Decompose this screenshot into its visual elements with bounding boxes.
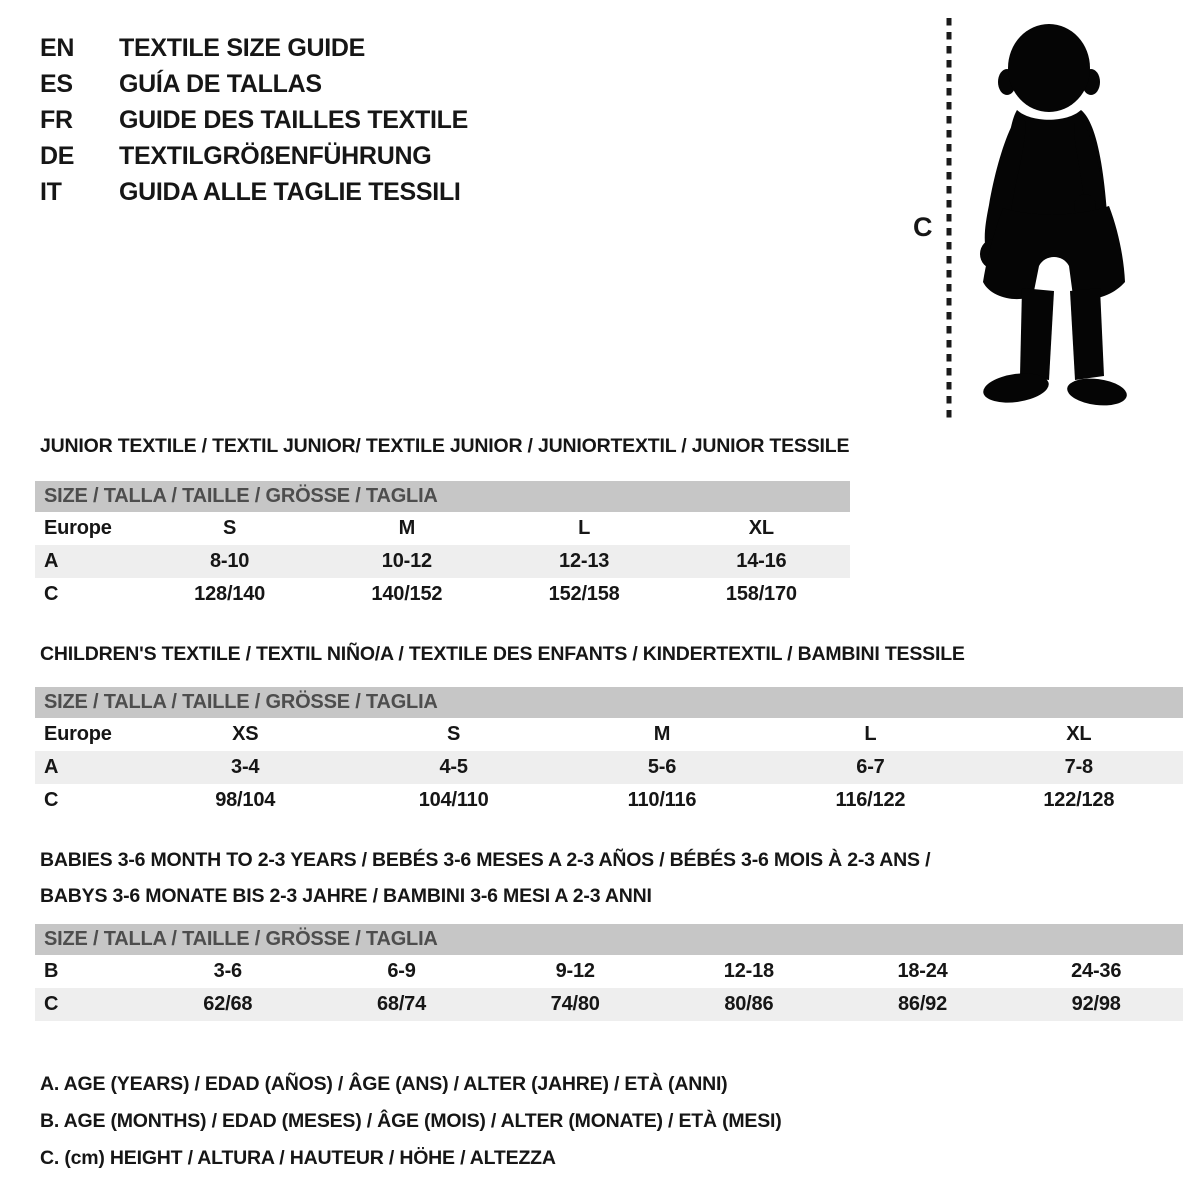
size-value: 14-16 — [736, 550, 787, 572]
height-measure-figure — [903, 16, 1155, 422]
size-value: 4-5 — [439, 756, 468, 778]
size-value: XS — [232, 723, 259, 745]
row-label: A — [44, 756, 59, 778]
section-title-line1: BABIES 3-6 MONTH TO 2-3 YEARS / BEBÉS 3-6 MESES A 2-3 AÑOS / BÉBÉS 3-6 MOIS À 2-3 ANS / — [40, 849, 931, 871]
size-value: 110/116 — [627, 789, 697, 811]
size-value: 3-6 — [213, 960, 242, 982]
size-value: 7-8 — [1064, 756, 1093, 778]
children-size-table — [35, 687, 1183, 817]
size-value: S — [223, 517, 237, 539]
size-value: 140/152 — [371, 583, 443, 605]
row-label: Europe — [44, 517, 112, 539]
language-code: DE — [40, 142, 75, 170]
size-value: 122/128 — [1043, 789, 1115, 811]
row-label: Europe — [44, 723, 112, 745]
table-row-c — [35, 988, 1183, 1021]
size-value: 68/74 — [376, 993, 427, 1015]
section-title-line2: BABYS 3-6 MONATE BIS 2-3 JAHRE / BAMBINI 3-6 MESI A 2-3 ANNI — [40, 885, 652, 907]
language-code: IT — [40, 178, 62, 206]
language-row-es — [40, 66, 468, 102]
size-value: 158/170 — [725, 583, 797, 605]
language-code: FR — [40, 106, 73, 134]
size-value: 5-6 — [647, 756, 677, 778]
size-value: 128/140 — [194, 583, 266, 605]
language-row-en — [40, 30, 468, 66]
language-code: EN — [40, 34, 75, 62]
size-value: 6-9 — [387, 960, 416, 982]
size-value: 18-24 — [897, 960, 948, 982]
table-row-c — [35, 784, 1183, 817]
footnote-b: B. AGE (MONTHS) / EDAD (MESES) / ÂGE (MOIS) / ALTER (MONATE) / ETÀ (MESI) — [40, 1110, 782, 1132]
size-header-bar: SIZE / TALLA / TAILLE / GRÖSSE / TAGLIA — [35, 481, 850, 512]
table-row-europe — [35, 512, 850, 545]
size-value: 12-13 — [559, 550, 610, 572]
section-title-babies — [40, 842, 930, 914]
height-dashed-line-icon — [945, 18, 953, 418]
language-row-it — [40, 174, 468, 210]
size-header-bar: SIZE / TALLA / TAILLE / GRÖSSE / TAGLIA — [35, 924, 1183, 955]
height-measure-label: C — [913, 212, 933, 242]
size-value: 80/86 — [724, 993, 774, 1015]
footnotes — [40, 1066, 782, 1177]
row-label: C — [44, 583, 59, 605]
size-value: 9-12 — [555, 960, 595, 982]
size-value: XL — [748, 517, 774, 539]
language-title: GUIDE DES TAILLES TEXTILE — [119, 106, 469, 134]
section-title-children: CHILDREN'S TEXTILE / TEXTIL NIÑO/A / TEXTILE DES ENFANTS / KINDERTEXTIL / BAMBINI TESSILE — [40, 643, 965, 665]
size-value: 12-18 — [723, 960, 774, 982]
language-row-de — [40, 138, 468, 174]
section-title-junior: JUNIOR TEXTILE / TEXTIL JUNIOR/ TEXTILE JUNIOR / JUNIORTEXTIL / JUNIOR TESSILE — [40, 435, 850, 457]
size-header-bar: SIZE / TALLA / TAILLE / GRÖSSE / TAGLIA — [35, 687, 1183, 718]
language-title: TEXTILE SIZE GUIDE — [119, 34, 366, 62]
size-value: XL — [1066, 723, 1092, 745]
footnote-a: A. AGE (YEARS) / EDAD (AÑOS) / ÂGE (ANS) / ALTER (JAHRE) / ETÀ (ANNI) — [40, 1073, 728, 1095]
table-row-a — [35, 751, 1183, 784]
size-value: 104/110 — [418, 789, 489, 811]
row-label: A — [44, 550, 59, 572]
size-value: S — [447, 723, 461, 745]
row-label: C — [44, 789, 59, 811]
size-value: 8-10 — [210, 550, 250, 572]
size-value: 86/92 — [897, 993, 948, 1015]
toddler-silhouette-icon — [961, 20, 1131, 415]
size-value: 74/80 — [550, 993, 600, 1015]
language-title: GUÍA DE TALLAS — [119, 70, 322, 98]
junior-size-table — [35, 481, 850, 611]
size-value: L — [864, 723, 877, 745]
size-value: M — [398, 517, 416, 539]
size-value: M — [653, 723, 671, 745]
size-value: 152/158 — [548, 583, 620, 605]
language-title: TEXTILGRÖßENFÜHRUNG — [119, 142, 432, 170]
size-value: 6-7 — [856, 756, 885, 778]
size-value: 62/68 — [203, 993, 253, 1015]
table-row-b — [35, 955, 1183, 988]
language-code: ES — [40, 70, 73, 98]
size-value: L — [578, 517, 591, 539]
language-title: GUIDA ALLE TAGLIE TESSILI — [119, 178, 461, 206]
table-row-europe — [35, 718, 1183, 751]
size-value: 98/104 — [215, 789, 276, 811]
row-label: C — [44, 993, 59, 1015]
size-value: 10-12 — [381, 550, 432, 572]
table-row-c — [35, 578, 850, 611]
footnote-c: C. (cm) HEIGHT / ALTURA / HAUTEUR / HÖHE / ALTEZZA — [40, 1147, 556, 1169]
row-label: B — [44, 960, 59, 982]
size-value: 3-4 — [231, 756, 260, 778]
size-value: 116/122 — [835, 789, 906, 811]
language-row-fr — [40, 102, 468, 138]
babies-size-table — [35, 924, 1183, 1021]
table-row-a — [35, 545, 850, 578]
language-title-list — [40, 30, 468, 210]
size-value: 92/98 — [1071, 993, 1121, 1015]
size-value: 24-36 — [1071, 960, 1122, 982]
